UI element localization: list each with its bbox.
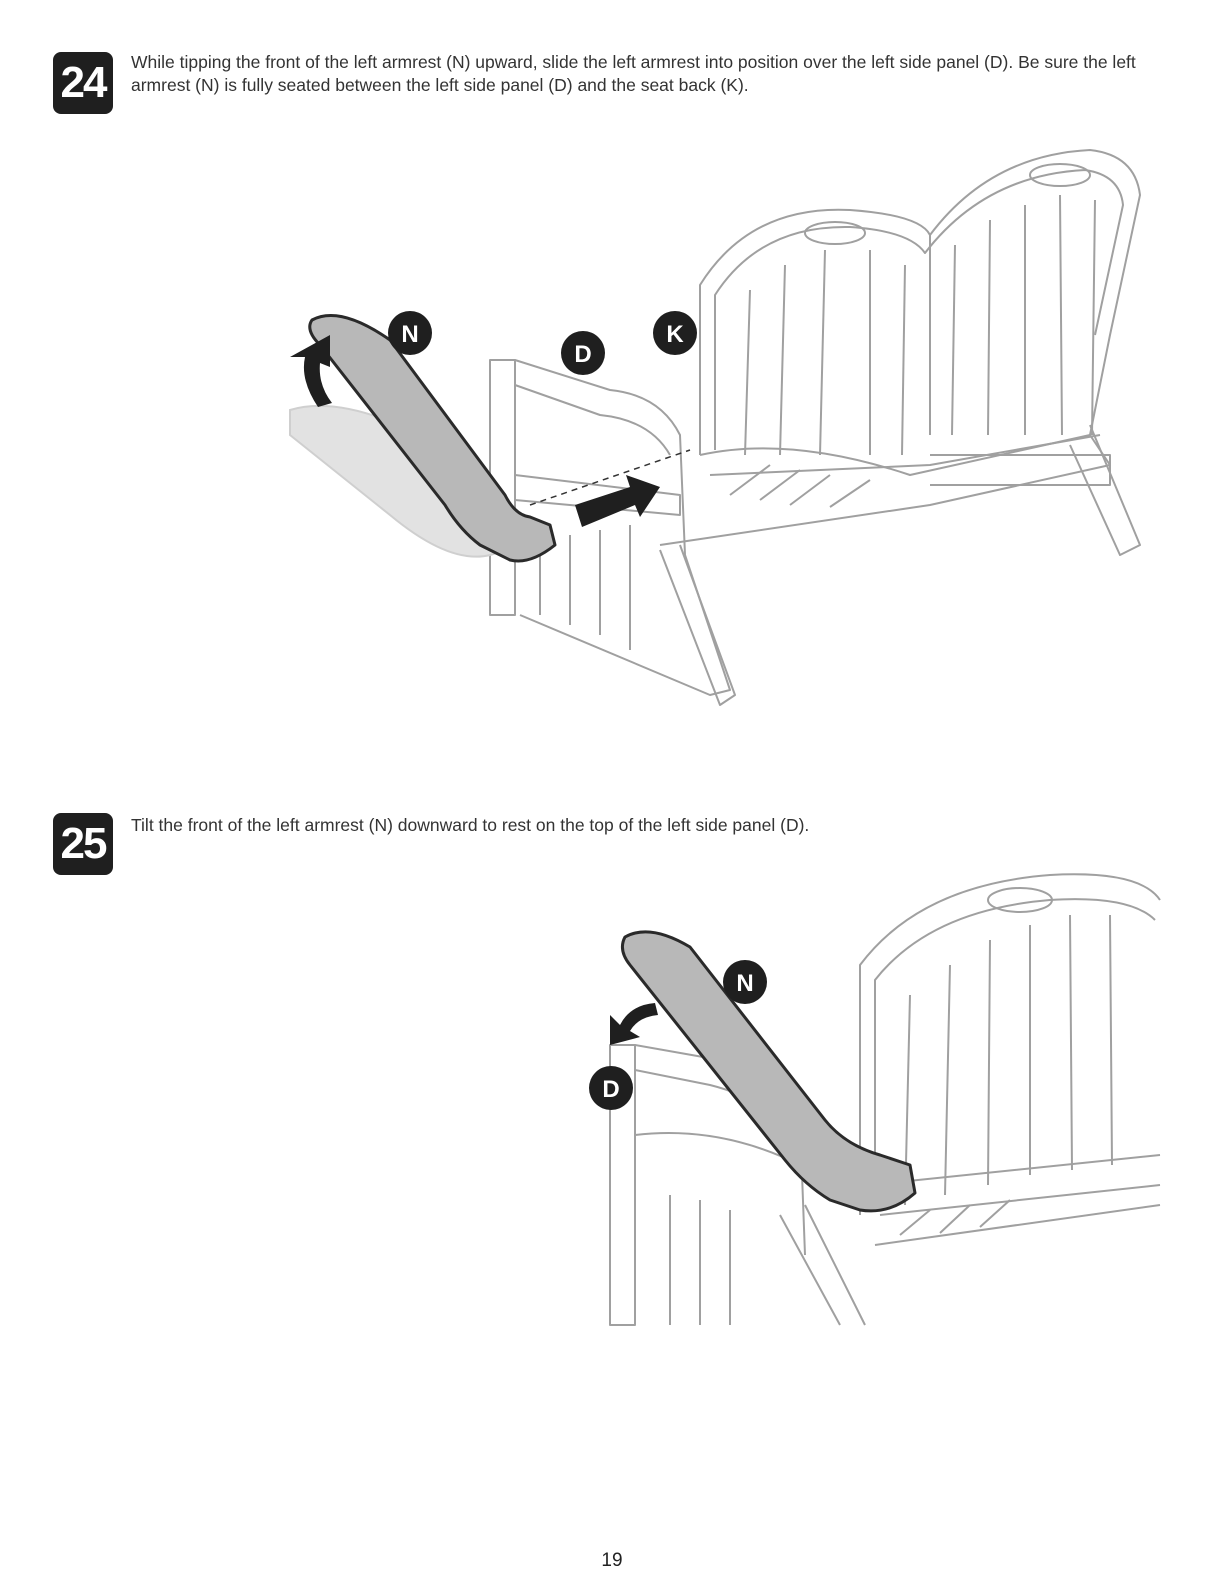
svg-text:N: N <box>401 321 419 348</box>
svg-text:K: K <box>666 321 684 348</box>
step-24-instruction: While tipping the front of the left armrest (N) upward, slide the left armrest into position over the left side panel (D). Be sure the left armrest (N) is fully seated between the left side panel (D) and the seat back (K). <box>131 52 1136 95</box>
step-25-illustration <box>580 855 1170 1335</box>
step-25-badge <box>53 813 113 875</box>
svg-text:D: D <box>574 341 592 368</box>
step-24-badge <box>53 52 113 114</box>
page-number: 19 <box>601 1550 623 1571</box>
step-number: 24 <box>60 58 106 107</box>
step-number: 25 <box>60 819 106 868</box>
svg-text:D: D <box>602 1076 620 1103</box>
step-25-instruction: Tilt the front of the left armrest (N) downward to rest on the top of the left side panel (D). <box>131 815 810 835</box>
step-24-illustration <box>230 135 1170 715</box>
svg-text:N: N <box>736 970 754 997</box>
